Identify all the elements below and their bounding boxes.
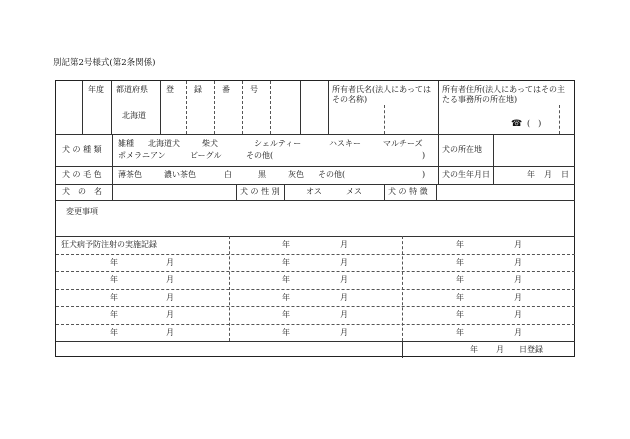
rule bbox=[438, 134, 439, 184]
rabies-month: 月 bbox=[340, 328, 348, 337]
rabies-month: 月 bbox=[166, 275, 174, 284]
rule bbox=[384, 184, 385, 200]
color-option: 白 bbox=[224, 170, 232, 179]
color-option: 灰色 bbox=[288, 170, 304, 179]
breed-label: 犬 の 種 類 bbox=[62, 145, 102, 154]
breed-option: ビーグル bbox=[190, 151, 222, 160]
rabies-month: 月 bbox=[166, 258, 174, 267]
rabies-month: 月 bbox=[340, 258, 348, 267]
rabies-month: 月 bbox=[340, 275, 348, 284]
rabies-month: 月 bbox=[166, 293, 174, 302]
sex-female: メス bbox=[346, 187, 362, 196]
color-option: その他( bbox=[318, 170, 346, 179]
rabies-label: 狂犬病予防注射の実施記録 bbox=[61, 240, 157, 249]
rule bbox=[242, 81, 243, 134]
owner-address-label: 所有者住所(法人にあってはその主たる事務所の所在地) bbox=[442, 85, 566, 104]
breed-option: シェルティー bbox=[254, 139, 302, 148]
rule bbox=[56, 306, 575, 307]
breed-option: その他( bbox=[246, 151, 274, 160]
rabies-month: 月 bbox=[166, 328, 174, 337]
features-label: 犬 の 特 徴 bbox=[388, 187, 428, 196]
rule bbox=[214, 81, 215, 134]
rabies-year: 年 bbox=[456, 258, 464, 267]
rabies-year: 年 bbox=[456, 275, 464, 284]
owner-name-label: 所有者氏名(法人にあってはその名称) bbox=[332, 85, 432, 104]
form-title: 別記第2号様式(第2条関係) bbox=[53, 58, 156, 68]
reg-char-4: 号 bbox=[250, 85, 258, 94]
reg-char-3: 番 bbox=[222, 85, 230, 94]
dog-name-label: 犬 の 名 bbox=[62, 187, 102, 196]
birth-year: 年 bbox=[527, 170, 535, 179]
rule bbox=[111, 81, 112, 134]
rule bbox=[56, 200, 575, 201]
changes-label: 変更事項 bbox=[66, 207, 98, 216]
rule bbox=[236, 184, 237, 200]
rule bbox=[56, 289, 575, 290]
breed-paren-close: ) bbox=[422, 151, 426, 160]
rabies-year: 年 bbox=[282, 328, 290, 337]
rabies-month: 月 bbox=[514, 328, 522, 337]
rabies-year: 年 bbox=[110, 328, 118, 337]
breed-option: マルチーズ bbox=[383, 139, 423, 148]
rule bbox=[82, 81, 83, 134]
rabies-month: 月 bbox=[340, 310, 348, 319]
rule bbox=[436, 184, 437, 200]
rabies-month: 月 bbox=[514, 258, 522, 267]
rule bbox=[384, 105, 385, 134]
rule bbox=[284, 184, 285, 200]
rabies-year: 年 bbox=[456, 310, 464, 319]
rabies-year: 年 bbox=[282, 258, 290, 267]
rabies-month: 月 bbox=[340, 293, 348, 302]
rule bbox=[493, 166, 494, 184]
region-value: 北海道 bbox=[122, 111, 146, 120]
rule bbox=[402, 341, 403, 358]
color-option: 薄茶色 bbox=[118, 170, 142, 179]
breed-option: ハスキー bbox=[329, 139, 361, 148]
rule bbox=[56, 254, 575, 255]
breed-option: 柴犬 bbox=[202, 139, 218, 148]
reg-date-year: 年 bbox=[470, 345, 478, 354]
rabies-year: 年 bbox=[110, 310, 118, 319]
rule bbox=[112, 134, 113, 184]
breed-option: ポメラニアン bbox=[118, 151, 166, 160]
rabies-year: 年 bbox=[456, 328, 464, 337]
rule bbox=[270, 81, 271, 134]
breed-option: 雑種 bbox=[118, 139, 134, 148]
rule bbox=[56, 271, 575, 272]
birth-month: 月 bbox=[544, 170, 552, 179]
breed-option: 北海道犬 bbox=[148, 139, 180, 148]
rabies-year: 年 bbox=[456, 293, 464, 302]
rule bbox=[56, 134, 575, 135]
rabies-month: 月 bbox=[166, 310, 174, 319]
rule bbox=[56, 341, 575, 342]
prefecture-label: 都道府県 bbox=[116, 85, 148, 94]
rule bbox=[559, 105, 560, 134]
reg-date-month: 月 bbox=[496, 345, 504, 354]
rabies-month: 月 bbox=[340, 240, 348, 249]
color-label: 犬 の 毛 色 bbox=[62, 170, 102, 179]
phone-field: ( ) bbox=[527, 119, 542, 128]
registration-form bbox=[55, 80, 575, 357]
reg-char-2: 録 bbox=[194, 85, 202, 94]
location-label: 犬の所在地 bbox=[442, 145, 482, 154]
rabies-year: 年 bbox=[110, 275, 118, 284]
rule bbox=[493, 134, 494, 166]
rabies-year: 年 bbox=[282, 293, 290, 302]
rule bbox=[160, 81, 161, 134]
color-option: 黒 bbox=[258, 170, 266, 179]
rabies-year: 年 bbox=[282, 240, 290, 249]
rule bbox=[56, 184, 575, 185]
rabies-year: 年 bbox=[282, 275, 290, 284]
rule bbox=[300, 81, 301, 134]
rabies-year: 年 bbox=[282, 310, 290, 319]
rabies-year: 年 bbox=[110, 258, 118, 267]
rabies-month: 月 bbox=[514, 310, 522, 319]
rule bbox=[56, 236, 575, 237]
rabies-month: 月 bbox=[514, 240, 522, 249]
reg-date-registered: 日登録 bbox=[519, 345, 543, 354]
rule bbox=[438, 81, 439, 134]
rabies-month: 月 bbox=[514, 275, 522, 284]
birth-label: 犬の生年月日 bbox=[442, 170, 490, 179]
rabies-year: 年 bbox=[110, 293, 118, 302]
birth-day: 日 bbox=[561, 170, 569, 179]
sex-label: 犬 の 性 別 bbox=[240, 187, 280, 196]
rule bbox=[56, 166, 575, 167]
rabies-month: 月 bbox=[514, 293, 522, 302]
rule bbox=[112, 184, 113, 200]
rule bbox=[56, 324, 575, 325]
year-label: 年度 bbox=[88, 85, 104, 94]
reg-char-1: 登 bbox=[166, 85, 174, 94]
color-option: 濃い茶色 bbox=[164, 170, 196, 179]
phone-icon: ☎ bbox=[511, 119, 523, 129]
color-paren-close: ) bbox=[422, 170, 426, 179]
sex-male: オス bbox=[306, 187, 322, 196]
rabies-year: 年 bbox=[456, 240, 464, 249]
rule bbox=[186, 81, 187, 134]
rule bbox=[328, 81, 329, 134]
